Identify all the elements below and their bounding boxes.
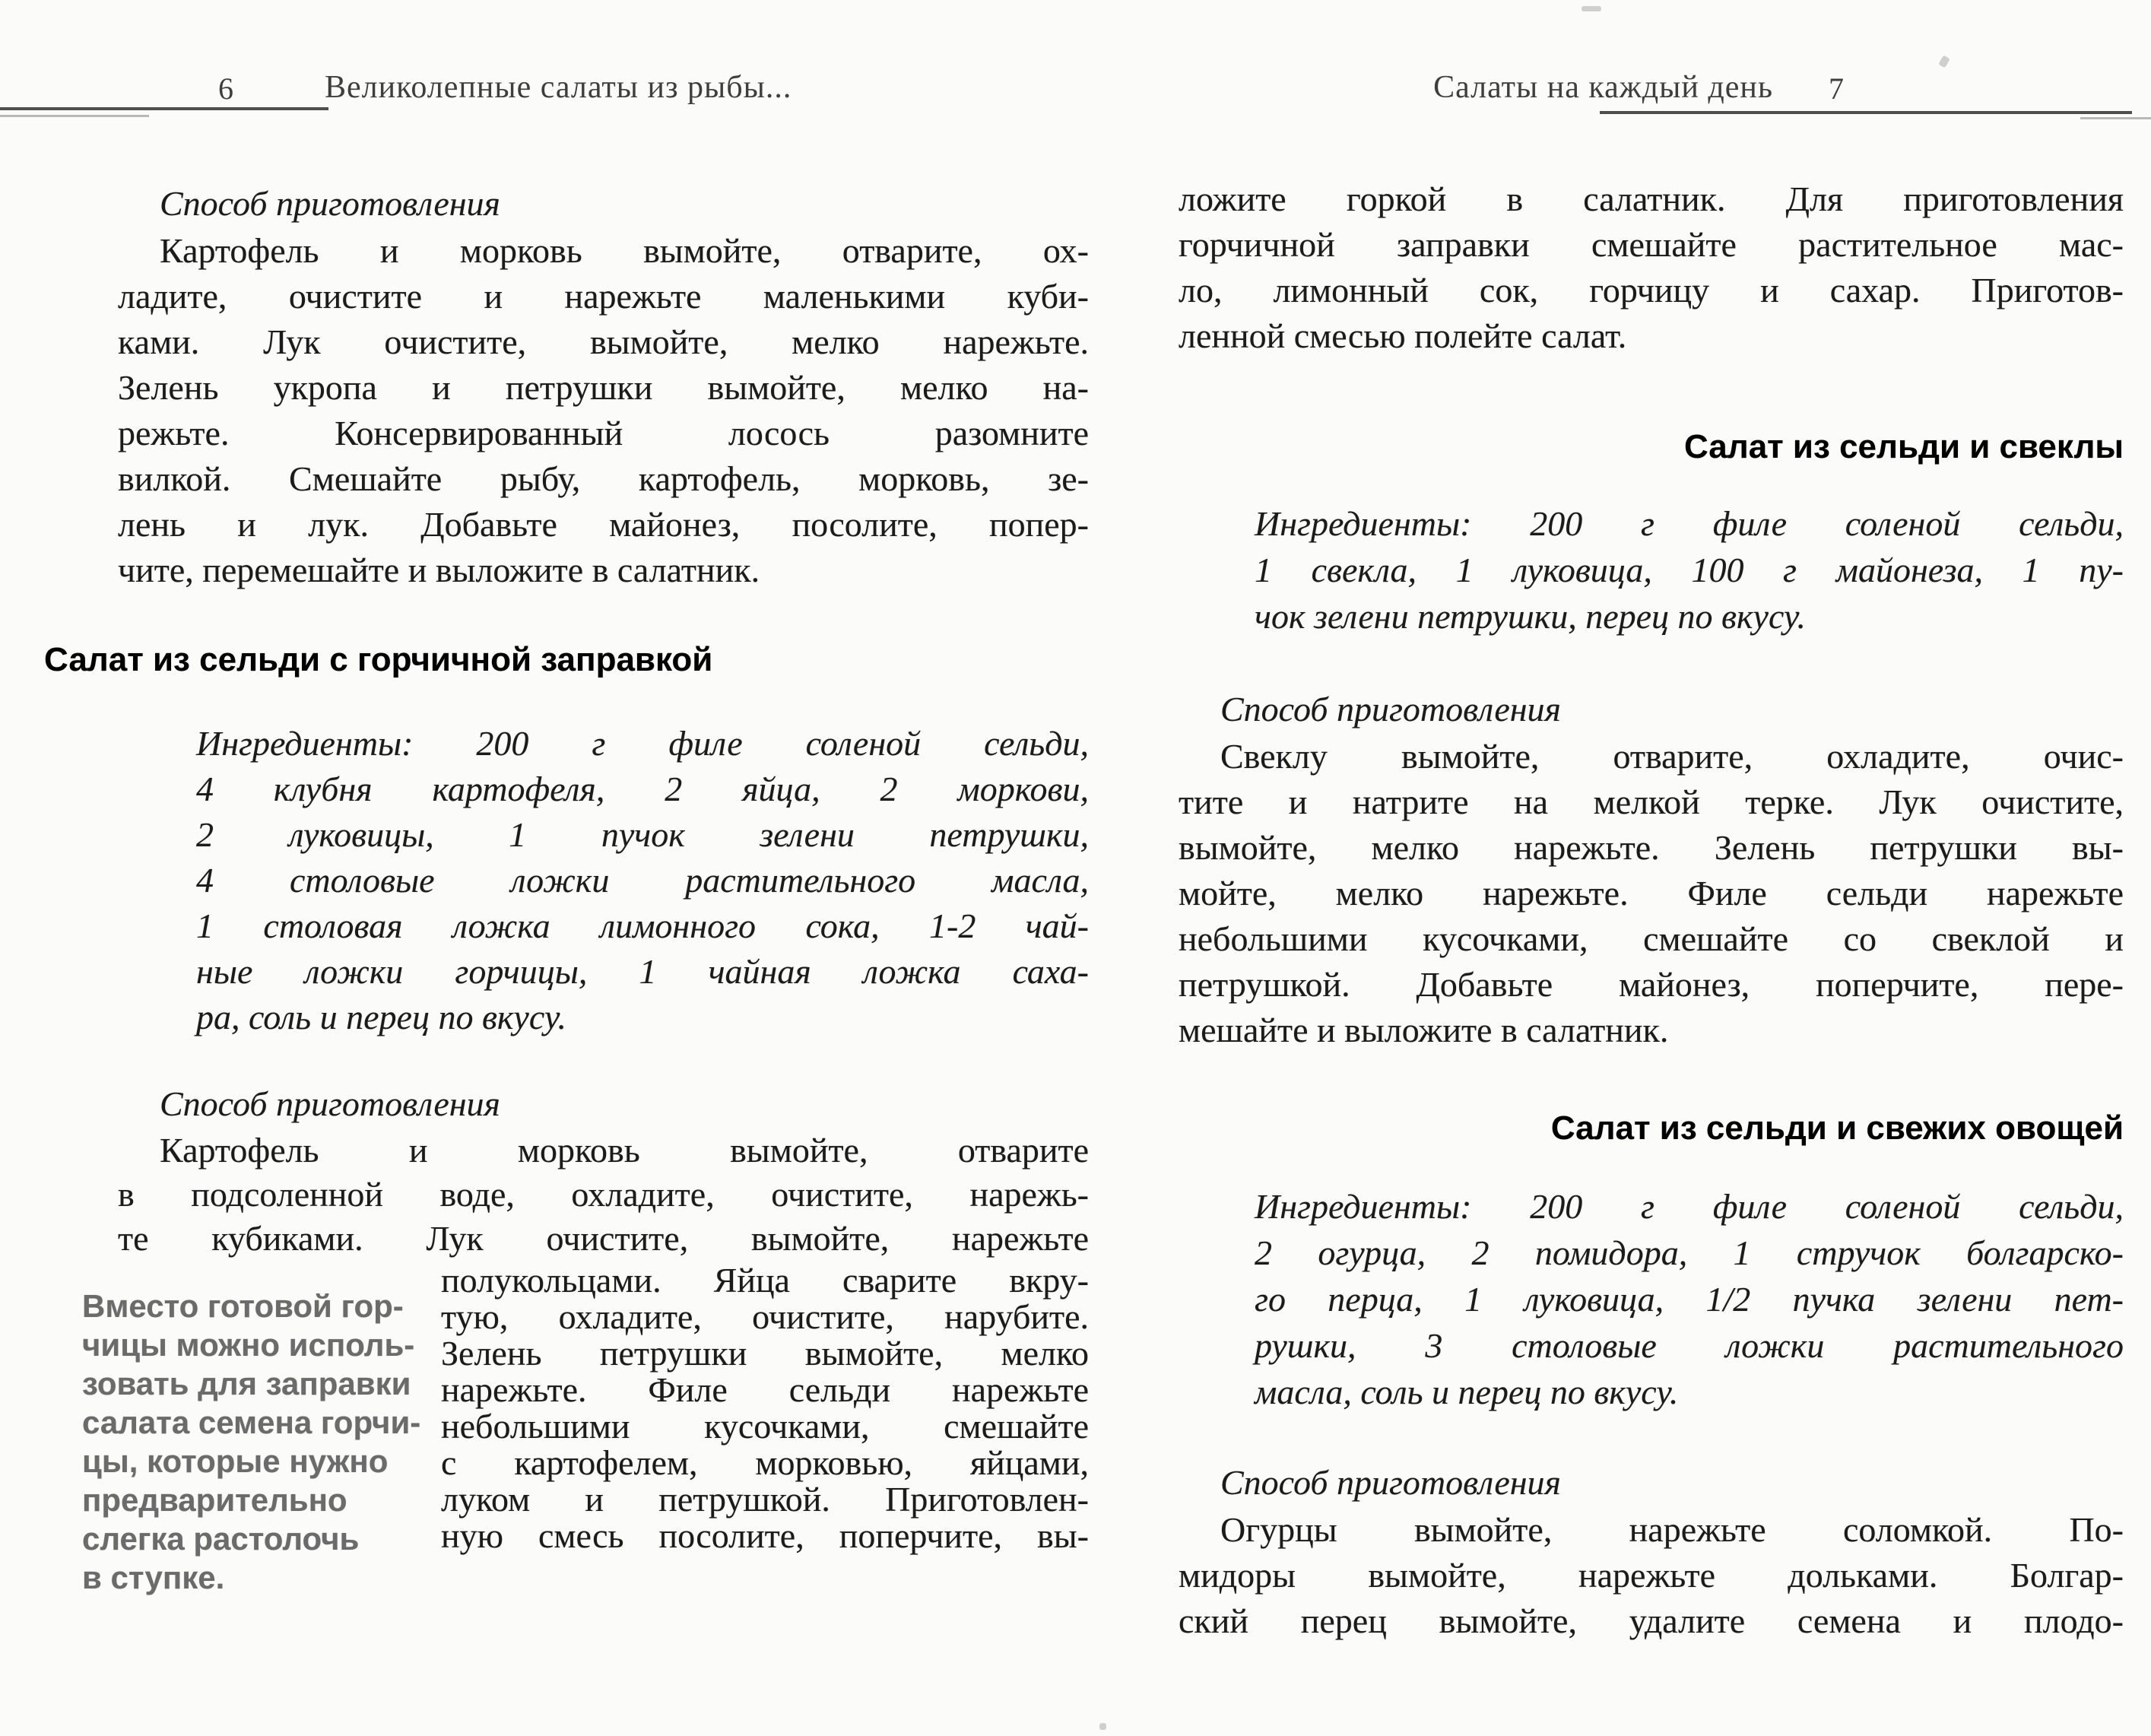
- text-line: ладите, очистите и нарежьте маленькими куби-: [118, 277, 1089, 316]
- method-heading: Способ приготовления: [160, 1084, 500, 1123]
- text-line: Вместо готовой гор-: [82, 1288, 404, 1324]
- text-line: рушки, 3 столовые ложки растительного: [1255, 1326, 2124, 1365]
- text-line: Свеклу вымойте, отварите, охладите, очис-: [1220, 737, 2124, 776]
- text-line: чок зелени петрушки, перец по вкусу.: [1255, 597, 1807, 636]
- text-line: зовать для заправки: [82, 1366, 411, 1401]
- header-rule-right-ghost: [2080, 117, 2151, 119]
- text-line: масла, соль и перец по вкусу.: [1255, 1373, 1679, 1411]
- text-line: чите, перемешайте и выложите в салатник.: [118, 551, 760, 589]
- text-line: Ингредиенты: 200 г филе соленой сельди,: [196, 724, 1089, 763]
- text-line: полукольцами. Яйца сварите вкру-: [441, 1261, 1089, 1300]
- text-line: 4 клубня картофеля, 2 яйца, 2 моркови,: [196, 770, 1089, 808]
- ingredients-block: [1255, 1183, 2124, 1415]
- text-line: небольшими кусочками, смешайте со свеклой и: [1179, 919, 2124, 958]
- ingredients-block: [1255, 500, 2124, 639]
- text-line: те кубиками. Лук очистите, вымойте, нарежьте: [118, 1219, 1089, 1258]
- text-line: горчичной заправки смешайте растительное мас-: [1179, 225, 2124, 264]
- header-rule-right: [1600, 111, 2132, 114]
- text-line: Картофель и морковь вымойте, отварите, ох-: [160, 231, 1089, 270]
- text-line: 1 свекла, 1 луковица, 100 г майонеза, 1 пу-: [1255, 551, 2124, 589]
- text-line: 2 огурца, 2 помидора, 1 стручок болгарско-: [1255, 1233, 2124, 1272]
- text-line: Ингредиенты: 200 г филе соленой сельди,: [1255, 504, 2124, 543]
- scan-artifact: [1582, 6, 1601, 11]
- text-line: ками. Лук очистите, вымойте, мелко нарежьте.: [118, 322, 1089, 361]
- scan-artifact: [1099, 1723, 1106, 1730]
- text-line: небольшими кусочками, смешайте: [441, 1407, 1089, 1446]
- text-line: салата семена горчи-: [82, 1404, 421, 1440]
- method-heading: Способ приготовления: [1220, 690, 1561, 728]
- page-number-right: 7: [1829, 71, 1844, 106]
- body-paragraph: [1179, 734, 2124, 1053]
- text-line: Картофель и морковь вымойте, отварите: [160, 1131, 1089, 1169]
- text-line: с картофелем, морковью, яйцами,: [441, 1443, 1089, 1482]
- body-paragraph-continuation: [1179, 176, 2124, 359]
- text-line: 1 столовая ложка лимонного сока, 1-2 чай-: [196, 906, 1089, 945]
- text-line: Ингредиенты: 200 г филе соленой сельди,: [1255, 1187, 2124, 1226]
- text-line: в ступке.: [82, 1560, 225, 1595]
- text-line: мешайте и выложите в салатник.: [1179, 1011, 1669, 1049]
- text-line: ные ложки горчицы, 1 чайная ложка саха-: [196, 952, 1089, 991]
- text-line: 2 луковицы, 1 пучок зелени петрушки,: [196, 815, 1089, 854]
- text-line: в подсоленной воде, охладите, очистите, нарежь-: [118, 1175, 1089, 1214]
- text-line: петрушкой. Добавьте майонез, поперчите, пере-: [1179, 965, 2124, 1004]
- text-line: ложите горкой в салатник. Для приготовления: [1179, 179, 2124, 218]
- text-line: вымойте, мелко нарежьте. Зелень петрушки вы-: [1179, 828, 2124, 867]
- text-line: ра, соль и перец по вкусу.: [196, 998, 566, 1036]
- text-line: Зелень петрушки вымойте, мелко: [441, 1334, 1089, 1373]
- text-line: ло, лимонный сок, горчицу и сахар. Приготов-: [1179, 271, 2124, 309]
- text-line: режьте. Консервированный лосось разомните: [118, 414, 1089, 452]
- text-line: предварительно: [82, 1482, 347, 1518]
- text-line: ский перец вымойте, удалите семена и плодо-: [1179, 1601, 2124, 1640]
- body-paragraph: [1179, 1507, 2124, 1644]
- text-line: луком и петрушкой. Приготовлен-: [441, 1480, 1089, 1519]
- method-heading: Способ приготовления: [1220, 1463, 1561, 1502]
- recipe-title: Салат из сельди и свежих овощей: [1550, 1109, 2124, 1147]
- running-header-left: Великолепные салаты из рыбы...: [325, 70, 792, 105]
- text-line: го перца, 1 луковица, 1/2 пучка зелени пет-: [1255, 1280, 2124, 1319]
- text-line: тую, охладите, очистите, нарубите.: [441, 1297, 1089, 1336]
- text-line: 4 столовые ложки растительного масла,: [196, 861, 1089, 900]
- recipe-title: Салат из сельди с горчичной заправкой: [44, 641, 713, 678]
- text-line: мойте, мелко нарежьте. Филе сельди нарежьте: [1179, 874, 2124, 912]
- text-line: ную смесь посолите, поперчите, вы-: [441, 1516, 1089, 1555]
- text-line: ленной смесью полейте салат.: [1179, 316, 1627, 355]
- text-line: слегка растолочь: [82, 1521, 360, 1557]
- text-line: мидоры вымойте, нарежьте дольками. Болгар-: [1179, 1556, 2124, 1595]
- method-heading: Способ приготовления: [160, 184, 500, 223]
- recipe-title: Салат из сельди и свеклы: [1683, 428, 2124, 465]
- text-line: чицы можно исполь-: [82, 1327, 415, 1363]
- text-line: тите и натрите на мелкой терке. Лук очистите,: [1179, 782, 2124, 821]
- page-number-left: 6: [218, 71, 233, 106]
- text-line: цы, которые нужно: [82, 1443, 389, 1479]
- text-line: нарежьте. Филе сельди нарежьте: [441, 1370, 1089, 1409]
- text-line: лень и лук. Добавьте майонез, посолите, попер-: [118, 505, 1089, 544]
- running-header-right: Салаты на каждый день: [1433, 70, 1773, 105]
- text-line: Зелень укропа и петрушки вымойте, мелко на-: [118, 368, 1089, 407]
- text-line: Огурцы вымойте, нарежьте соломкой. По-: [1220, 1510, 2124, 1549]
- text-line: вилкой. Смешайте рыбу, картофель, морковь, зе-: [118, 459, 1089, 498]
